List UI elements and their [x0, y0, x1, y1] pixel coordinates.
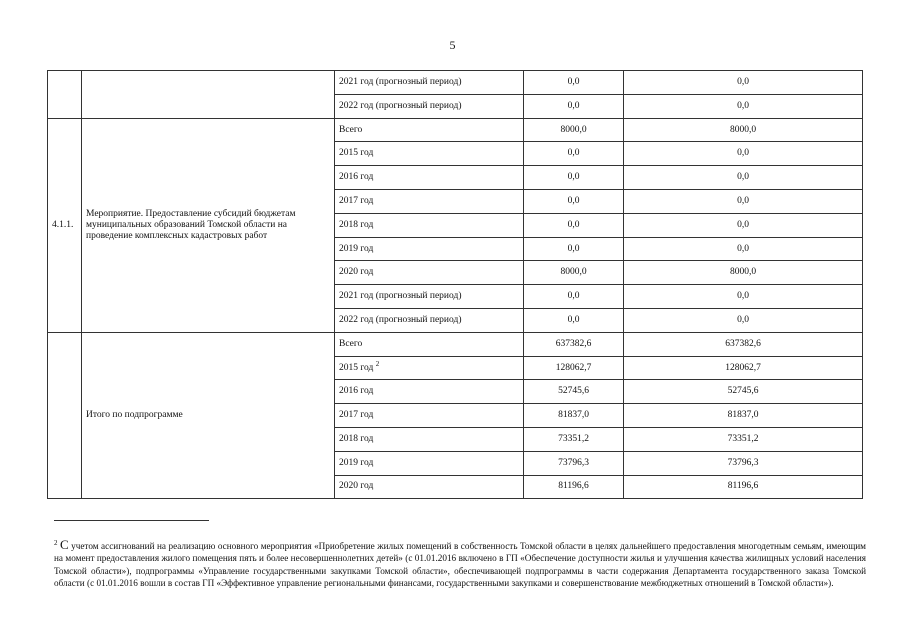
amount-cell: 0,0 [624, 308, 863, 332]
amount-cell: 0,0 [524, 285, 624, 309]
period-cell [335, 237, 524, 261]
period-label: 2018 год [339, 433, 374, 444]
period-label: 2021 год (прогнозный период) [339, 291, 462, 302]
amount-cell: 0,0 [624, 189, 863, 213]
amount-cell: 73796,3 [624, 451, 863, 475]
amount-cell: 0,0 [624, 94, 863, 118]
period-label: 2016 год [339, 386, 374, 397]
period-cell [335, 118, 524, 142]
amount-cell: 52745,6 [524, 380, 624, 404]
period-label: 2022 год (прогнозный период) [339, 100, 462, 111]
amount-cell: 81196,6 [624, 475, 863, 499]
period-label: 2017 год [339, 410, 374, 421]
table-row [48, 332, 863, 356]
amount-cell: 0,0 [524, 71, 624, 95]
period-label: 2015 год [339, 148, 374, 159]
amount-cell: 8000,0 [524, 118, 624, 142]
period-cell [335, 380, 524, 404]
footnote-separator [54, 520, 209, 521]
amount-cell: 0,0 [524, 94, 624, 118]
period-label: 2017 год [339, 195, 374, 206]
period-cell [335, 285, 524, 309]
footnote-mark: 2 [54, 538, 58, 547]
amount-cell: 73351,2 [624, 427, 863, 451]
amount-cell: 52745,6 [624, 380, 863, 404]
amount-cell: 0,0 [524, 166, 624, 190]
period-cell [335, 427, 524, 451]
amount-cell: 128062,7 [524, 356, 624, 380]
item-number-cell: 4.1.1. [48, 118, 82, 332]
amount-cell: 81196,6 [524, 475, 624, 499]
period-cell [335, 166, 524, 190]
page-number: 5 [449, 38, 456, 52]
amount-cell: 73351,2 [524, 427, 624, 451]
amount-cell: 0,0 [524, 237, 624, 261]
amount-cell: 637382,6 [524, 332, 624, 356]
amount-cell: 637382,6 [624, 332, 863, 356]
period-cell [335, 94, 524, 118]
item-name-cell: Мероприятие. Предоставление субсидий бюджетам муниципальных образований Томской области на проведение комплексных кадастровых работ [82, 118, 335, 332]
period-cell [335, 356, 524, 380]
period-label: 2016 год [339, 172, 374, 183]
table-row [48, 118, 863, 142]
period-cell [335, 71, 524, 95]
amount-cell: 0,0 [624, 237, 863, 261]
period-label: 2022 год (прогнозный период) [339, 314, 462, 325]
period-label: 2020 год [339, 481, 374, 492]
item-number-cell [48, 71, 82, 119]
period-label: 2015 год [339, 362, 374, 373]
amount-cell: 73796,3 [524, 451, 624, 475]
period-cell [335, 308, 524, 332]
footnote-ref: 2 [375, 359, 380, 368]
period-label: 2019 год [339, 457, 374, 468]
table-row [48, 71, 863, 95]
amount-cell: 0,0 [624, 213, 863, 237]
period-label: 2019 год [339, 243, 374, 254]
period-label: 2021 год (прогнозный период) [339, 76, 462, 87]
amount-cell: 0,0 [624, 285, 863, 309]
amount-cell: 0,0 [524, 213, 624, 237]
period-label: Всего [339, 338, 363, 349]
amount-cell: 0,0 [624, 142, 863, 166]
amount-cell: 128062,7 [624, 356, 863, 380]
amount-cell: 81837,0 [624, 404, 863, 428]
period-cell [335, 475, 524, 499]
footnote-first-letter: С [59, 537, 69, 552]
amount-cell: 8000,0 [524, 261, 624, 285]
amount-cell: 0,0 [524, 142, 624, 166]
footnote-text: учетом ассигнований на реализацию основного мероприятия «Приобретение жилых помещений в собственность Томской области в целях дальнейшего предоставления многодетным семьям, имеющим на момент предоставления жилого помещения пять и более несовершеннолетних детей» (с 01.01.2016 включено в ГП «Обеспечение доступности жилья и улучшения качества жилищных условий населения Томской области»), подпрограммы «Управление государственными закупками Томской области», обеспечивающей подпрограммы в части содержания Департамента государственного заказа Томской области (с 01.01.2016 вошли в состав ГП «Эффективное управление региональными финансами, государственными закупками и совершенствование межбюджетных отношений в Томской области»). [54, 541, 866, 589]
amount-cell: 8000,0 [624, 261, 863, 285]
amount-cell: 0,0 [624, 71, 863, 95]
period-label: 2020 год [339, 267, 374, 278]
period-cell [335, 213, 524, 237]
amount-cell: 81837,0 [524, 404, 624, 428]
amount-cell: 0,0 [524, 189, 624, 213]
item-number-cell [48, 332, 82, 499]
item-name-cell: Итого по подпрограмме [82, 332, 335, 499]
period-cell [335, 451, 524, 475]
period-cell [335, 404, 524, 428]
period-cell [335, 261, 524, 285]
footnote [54, 539, 866, 590]
period-cell [335, 332, 524, 356]
period-cell [335, 189, 524, 213]
item-name-cell [82, 71, 335, 119]
amount-cell: 0,0 [624, 166, 863, 190]
period-label: Всего [339, 124, 363, 135]
budget-table [47, 70, 863, 499]
amount-cell: 0,0 [524, 308, 624, 332]
period-label: 2018 год [339, 219, 374, 230]
period-cell [335, 142, 524, 166]
amount-cell: 8000,0 [624, 118, 863, 142]
